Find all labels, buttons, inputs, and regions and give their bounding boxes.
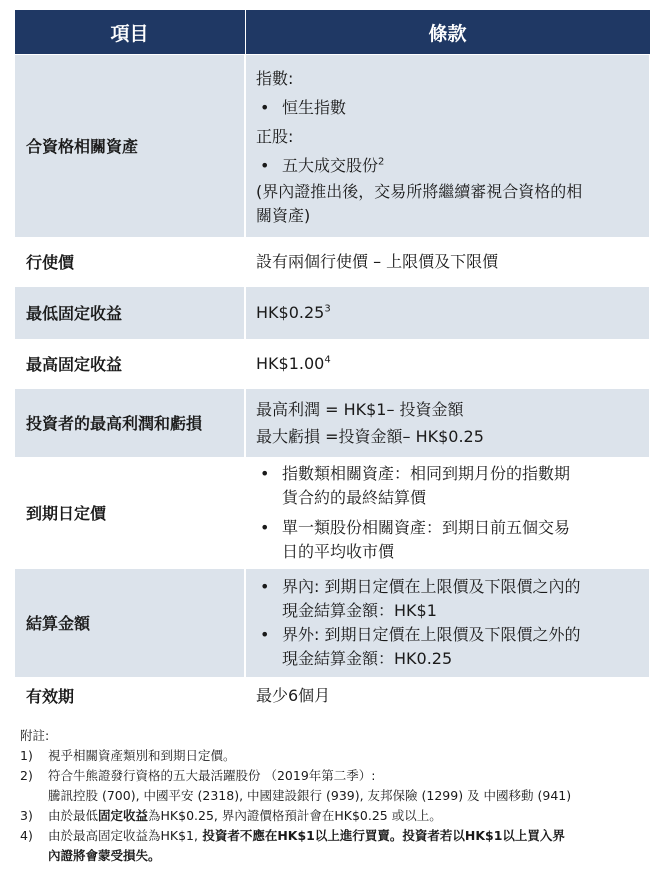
- footnote-text: 騰訊控股 (700), 中國平安 (2318), 中國建設銀行 (939), 友邦保險 (1299) 及 中國移動 (941): [48, 788, 572, 803]
- row-value: [245, 569, 650, 677]
- stock-item-text: 五大成交股份: [282, 155, 379, 175]
- footnote-3: [20, 806, 650, 826]
- table-row: [14, 55, 650, 237]
- footnote-text: 為HK$0.25, 界內證價格預計會在HK$0.25 或以上。: [148, 808, 442, 823]
- footnote-bold: 固定收益: [98, 808, 149, 823]
- header-item: 項目: [14, 10, 245, 55]
- row-term: 結算金額: [14, 569, 245, 677]
- footnotes-title: 附註:: [20, 728, 50, 743]
- footnote-bold: 內證將會蒙受損失。: [48, 848, 161, 863]
- footnote-number: 1): [20, 748, 33, 763]
- max-profit: 最高利潤 = HK$1– 投資金額: [256, 399, 464, 419]
- table-row: [14, 287, 650, 339]
- footnote-text: 符合牛熊證發行資格的五大最活躍股份 （2019年第二季）:: [48, 768, 376, 783]
- row-term: 最高固定收益: [14, 339, 245, 389]
- footnote-ref: 4: [324, 354, 331, 366]
- index-label: 指數:: [256, 68, 294, 88]
- bullet-line: 現金結算金額：HK0.25: [282, 648, 453, 668]
- bullet-line: • 界外: 到期日定價在上限價及下限價之外的: [282, 624, 581, 644]
- table-row: [14, 677, 650, 715]
- row-term: 有效期: [14, 677, 245, 715]
- row-value: 最少6個月: [245, 677, 650, 715]
- bullet-line: • 界內: 到期日定價在上限價及下限價之內的: [282, 576, 581, 596]
- bullet-line: • 指數類相關資產：相同到期月份的指數期: [282, 463, 571, 483]
- stock-label: 正股:: [256, 126, 294, 146]
- table-row: [14, 457, 650, 569]
- table-row: [14, 569, 650, 677]
- row-term: 行使價: [14, 237, 245, 287]
- row-term: 投資者的最高利潤和虧損: [14, 389, 245, 457]
- bullet-line: 貨合約的最終結算價: [282, 487, 427, 507]
- terms-table-container: [13, 9, 649, 715]
- row-term: 合資格相關資產: [14, 55, 245, 237]
- footnote-text: 視乎相關資產類別和到期日定價。: [48, 748, 236, 763]
- row-value: [245, 287, 650, 339]
- stock-item: [256, 151, 639, 180]
- row-value: 設有兩個行使價 – 上限價及下限價: [245, 237, 650, 287]
- footnote-ref: 2: [378, 156, 385, 168]
- remark-line: 關資產): [256, 205, 311, 225]
- footnote-number: 2): [20, 768, 33, 783]
- header-terms: 條款: [245, 10, 650, 55]
- remark-line: (界內證推出後，交易所將繼續審視合資格的相: [256, 181, 583, 201]
- footnote-1: [20, 746, 650, 766]
- footnote-number: 3): [20, 808, 33, 823]
- bullet-item: [256, 623, 639, 671]
- row-term: 最低固定收益: [14, 287, 245, 339]
- table-row: [14, 339, 650, 389]
- row-value: [245, 389, 650, 457]
- row-value: [245, 55, 650, 237]
- value-text: HK$0.25: [256, 302, 325, 322]
- row-term: 到期日定價: [14, 457, 245, 569]
- row-value: [245, 457, 650, 569]
- index-item: • 恒生指數: [256, 93, 639, 122]
- footnote-text: 由於最高固定收益為HK$1,: [48, 828, 198, 843]
- table-header-row: [14, 10, 650, 55]
- footnote-text: 由於最低: [48, 808, 99, 823]
- footnotes: [20, 726, 650, 866]
- footnote-ref: 3: [324, 303, 331, 315]
- table-row: [14, 389, 650, 457]
- value-text: HK$1.00: [256, 353, 325, 373]
- footnote-number: 4): [20, 828, 33, 843]
- bullet-line: • 單一類股份相關資產：到期日前五個交易: [282, 517, 571, 537]
- max-loss: 最大虧損 =投資金額– HK$0.25: [256, 426, 484, 446]
- footnote-2: [20, 766, 650, 806]
- bullet-line: 日的平均收市價: [282, 541, 395, 561]
- bullet-item: [256, 575, 639, 623]
- table-row: [14, 237, 650, 287]
- bullet-item: [256, 516, 639, 564]
- assets-remark: [256, 180, 639, 228]
- row-value: [245, 339, 650, 389]
- terms-table: [13, 9, 651, 715]
- bullet-item: [256, 462, 639, 510]
- bullet-line: 現金結算金額：HK$1: [282, 600, 437, 620]
- footnote-4: [20, 826, 650, 866]
- footnote-bold: 投資者不應在HK$1以上進行買賣。投資者若以HK$1以上買入界: [197, 828, 565, 843]
